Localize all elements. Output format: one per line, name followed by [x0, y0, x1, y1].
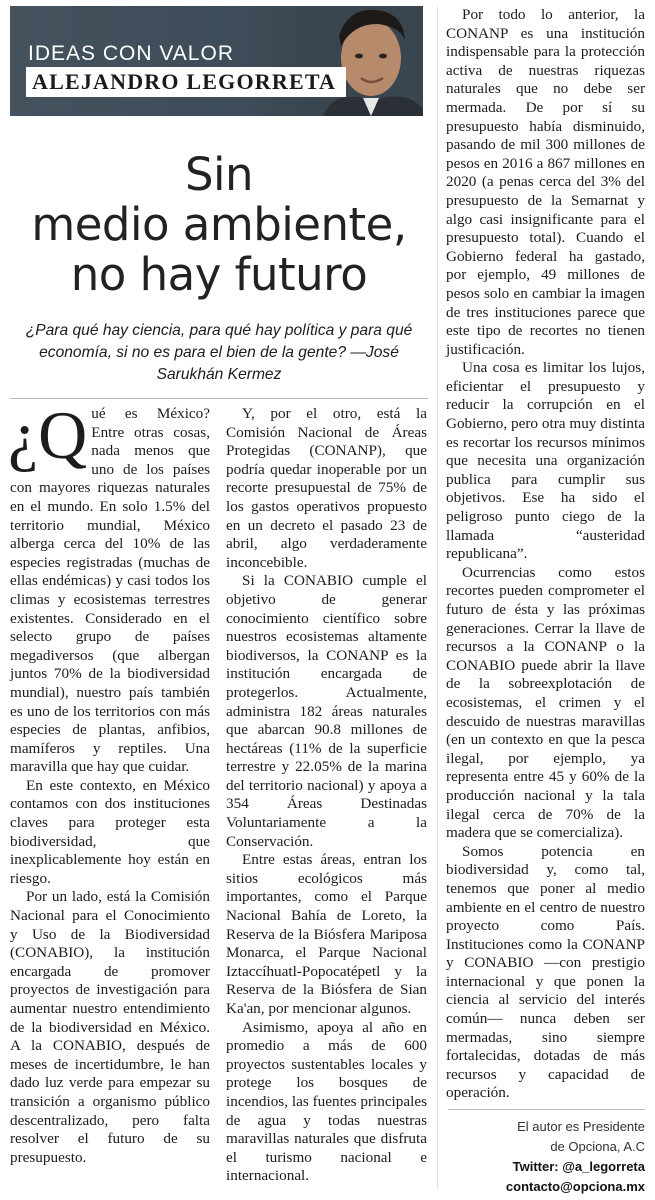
contact-email[interactable]: contacto@opciona.mx — [505, 1179, 645, 1194]
column-kicker: IDEAS CON VALOR — [28, 42, 234, 65]
paragraph: Si la CONABIO cumple el objetivo de generar conocimiento científico sobre nuestros ecosistemas altamente biodiversos, la CONANP es la institución encargada de protegerlos. Actualmente, administra 182 áreas naturales que abarcan 90.8 millones de hectáreas (11% de la superficie terrestre y 22.05% de la marina del territorio nacional) y apoya a 354 Áreas Destinadas Voluntariamente a la Conservación. — [226, 572, 427, 850]
author-name: ALEJANDRO LEGORRETA — [26, 67, 346, 97]
paragraph: Por todo lo anterior, la CONANP es una institución indispensable para la protección activa de nuestras riquezas naturales que no debe ser mermada. De por sí su presupuesto había disminuido, pasando de mil 300 millones de pesos en 2016 a 867 millones en 2020 (a penas cerca del 3% del presupuesto de la Semarnat y algo casi insignificante para el presupuesto total). Cuando el Gobierno federal ha gastado, por ejemplo, 49 millones de pesos solo en cambiar la imagen de tres instituciones parece que este tipo de recortes no tienen justificación. — [446, 6, 645, 358]
paragraph-text: ué es México? Entre otras cosas, nada menos que uno de los países con mayores riquezas naturales en el mundo. En solo 1.5% del territorio mundial, México alberga cerca del 10% de las especies registradas (muchas de ellas endémicas) y casi todos los climas y ecosistemas terrestres existentes. Considerado en el selecto grupo de países megadiversos (que albergan juntos 70% de la biodiversidad mundial), nuestro país también es uno de los territorios con más especies de plantas, anfibios, mamíferos y reptiles. Una maravilla que hay que cuidar. — [10, 405, 210, 776]
article-column-2 — [226, 405, 427, 1186]
headline-line-1: Sin — [184, 148, 254, 201]
paragraph: Ocurrencias como estos recortes pueden comprometer el futuro de ésta y las próximas generaciones. Cerrar la llave de recursos a la CONANP o la CONABIO puede abrir la llave de la sobreexplotación de ecosistemas, el crimen y el descuido de nuestras maravillas (en un contexto en que la pesca ilegal, por ejemplo, ya representa entre 45 y 60% de la producción nacional y la tala ilegal cerca de 70% de la madera que se comercializa). — [446, 563, 645, 842]
paragraph: Por un lado, está la Comisión Nacional para el Conocimiento y Uso de la Biodiversidad (CONABIO), la institución encargada de promover proyectos de investigación para aumentar nuestro entendimiento de la biodiversidad en México. A la CONABIO, después de meses de incertidumbre, le han dado luz verde para empezar su transición a organismo público descentralizado, pero falta resolver el futuro de su presupuesto. — [10, 888, 210, 1166]
signature-divider — [448, 1109, 645, 1110]
headline-line-3: no hay futuro — [70, 248, 368, 301]
signature-line-2: de Opciona, A.C — [550, 1139, 645, 1154]
author-photo — [303, 6, 423, 116]
column-separator — [437, 6, 438, 1190]
paragraph: Asimismo, apoya al año en promedio a más de 600 proyectos sustentables locales y protege los bosques de incendios, las fuentes principales de agua y todas nuestras maravillas naturales que disfruta el turismo nacional e internacional. — [226, 1018, 427, 1185]
paragraph — [8, 397, 210, 777]
article-column-3 — [446, 6, 645, 1103]
paragraph: Una cosa es limitar los lujos, eficientar el presupuesto y reducir la corrupción en el Gobierno, pero otra muy distinta es recortar los recursos mínimos que necesita una organización publica para cumplir sus objetivos. Ese ha sido el peligroso punto ciego de la llamada “austeridad republicana”. — [446, 359, 645, 563]
article-column-1 — [8, 397, 210, 1167]
headline-line-2: medio ambiente, — [31, 198, 407, 251]
twitter-handle[interactable]: Twitter: @a_legorreta — [512, 1159, 645, 1174]
drop-cap: ¿Q — [8, 397, 88, 473]
paragraph: En este contexto, en México contamos con dos instituciones claves para proteger esta biodiversidad, que inexplicablemente hoy están en riesgo. — [10, 776, 210, 887]
paragraph: Entre estas áreas, entran los sitios ecológicos más importantes, como el Parque Nacional Bahía de Loreto, la Reserva de la Biósfera Mariposa Monarca, el Parque Nacional Iztaccíhuatl-Popocatépetl y la Reserva de la Biósfera de Sian Ka'an, por mencionar algunos. — [226, 851, 427, 1017]
paragraph: Y, por el otro, está la Comisión Nacional de Áreas Protegidas (CONANP), que podría quedar inoperable por un recorte presupuestal de 75% de los gastos operativos propuesto en un decreto el pasado 23 de abril, algo verdaderamente inconcebible. — [226, 405, 427, 571]
paragraph: Somos potencia en biodiversidad y, como tal, tenemos que poner al medio ambiente en el centro de nuestro proyecto como País. Instituciones como la CONANP y CONABIO —con prestigio internacional y que ponen la ciencia al servicio del interés común— nunca deben ser mermadas, sino siempre fortalecidas, dotadas de más recursos y capacidad de operación. — [446, 842, 645, 1102]
column-header-banner — [10, 6, 423, 116]
epigraph-quote: ¿Para qué hay ciencia, para qué hay política y para qué economía, si no es para el bien de la gente? —José Sarukhán Kermez — [25, 322, 413, 383]
article-headline — [10, 150, 428, 300]
signature-line-1: El autor es Presidente — [517, 1119, 645, 1134]
author-signature — [446, 1117, 645, 1197]
